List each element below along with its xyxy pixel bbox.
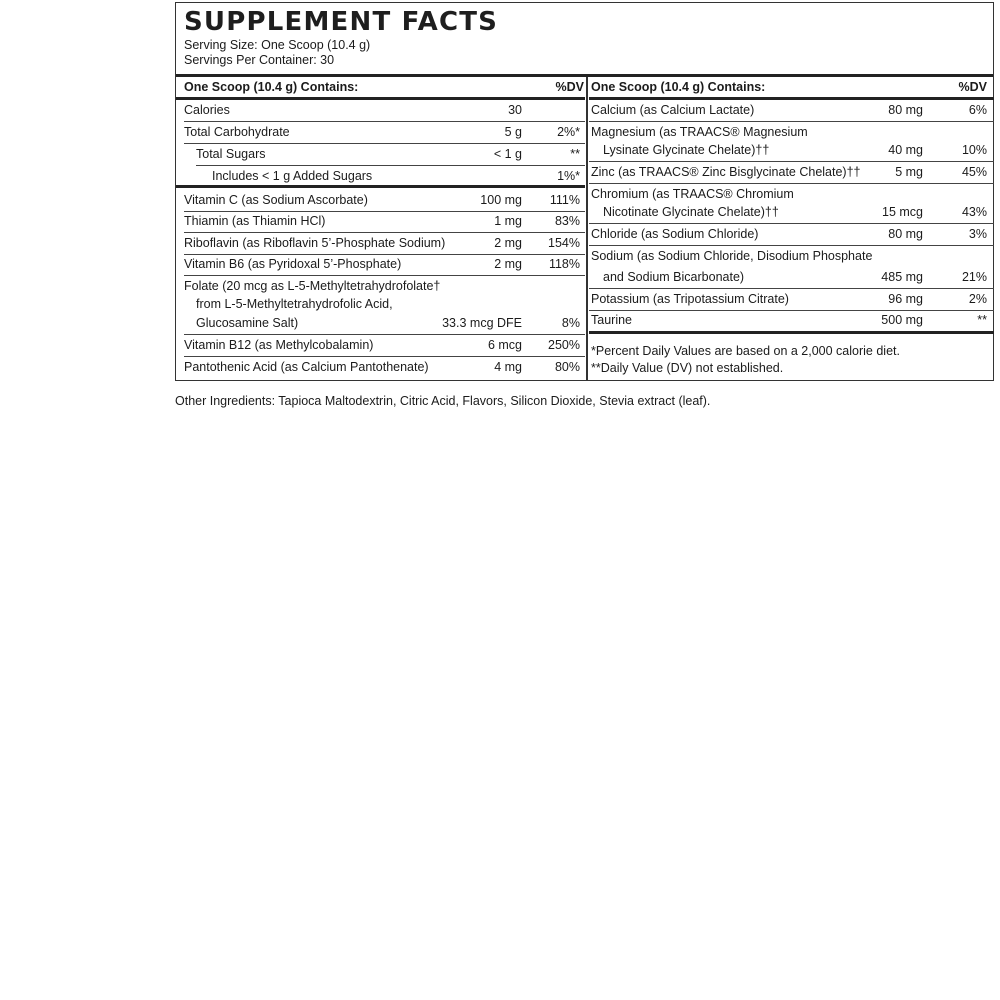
divider bbox=[589, 288, 994, 289]
serving-size: Serving Size: One Scoop (10.4 g) bbox=[184, 38, 371, 52]
divider bbox=[176, 185, 585, 188]
nutrient-amount: 96 mg bbox=[888, 292, 923, 306]
nutrient-name: Thiamin (as Thiamin HCl) bbox=[184, 214, 326, 228]
divider bbox=[589, 97, 994, 100]
nutrient-dv: 10% bbox=[961, 143, 987, 157]
other-ingredients: Other Ingredients: Tapioca Maltodextrin, Citric Acid, Flavors, Silicon Dioxide, Stevia extract (leaf). bbox=[175, 394, 711, 408]
nutrient-name: Magnesium (as TRAACS® Magnesium bbox=[591, 125, 808, 139]
divider bbox=[589, 183, 994, 184]
nutrient-dv: 43% bbox=[961, 205, 987, 219]
nutrient-name-line2: and Sodium Bicarbonate) bbox=[603, 270, 745, 284]
nutrient-amount: 5 mg bbox=[895, 165, 923, 179]
nutrient-dv: ** bbox=[977, 313, 987, 327]
nutrient-name: Total Sugars bbox=[196, 147, 266, 161]
divider bbox=[589, 121, 994, 122]
divider bbox=[589, 161, 994, 162]
footnote-dv-not-established: **Daily Value (DV) not established. bbox=[591, 361, 784, 375]
nutrient-dv: 2%* bbox=[557, 125, 580, 139]
right-dv-header: %DV bbox=[958, 80, 987, 94]
nutrient-dv: 2% bbox=[968, 292, 987, 306]
nutrient-amount: 6 mcg bbox=[487, 338, 522, 352]
nutrient-name: Calcium (as Calcium Lactate) bbox=[591, 103, 755, 117]
nutrient-name: Sodium (as Sodium Chloride, Disodium Phosphate bbox=[591, 249, 873, 263]
nutrient-name: Total Carbohydrate bbox=[184, 125, 290, 139]
nutrient-amount: 500 mg bbox=[881, 313, 923, 327]
divider bbox=[184, 232, 585, 233]
divider bbox=[589, 223, 994, 224]
nutrient-dv: 8% bbox=[561, 316, 580, 330]
nutrient-name: Chloride (as Sodium Chloride) bbox=[591, 227, 759, 241]
nutrient-dv: 118% bbox=[548, 257, 580, 271]
nutrient-amount: 33.3 mcg DFE bbox=[442, 316, 522, 330]
nutrient-name: Vitamin B6 (as Pyridoxal 5’-Phosphate) bbox=[184, 257, 402, 271]
supplement-facts-panel bbox=[175, 2, 994, 381]
divider bbox=[589, 310, 994, 311]
nutrient-dv: 45% bbox=[961, 165, 987, 179]
nutrient-amount: 100 mg bbox=[480, 193, 522, 207]
nutrient-name: Includes < 1 g Added Sugars bbox=[212, 169, 373, 183]
divider bbox=[184, 211, 585, 212]
divider bbox=[184, 356, 585, 357]
nutrient-amount: < 1 g bbox=[493, 147, 522, 161]
nutrient-dv: 111% bbox=[549, 193, 580, 207]
nutrient-dv: 6% bbox=[968, 103, 987, 117]
nutrient-amount: 80 mg bbox=[888, 227, 923, 241]
left-header-label: One Scoop (10.4 g) Contains: bbox=[184, 80, 359, 94]
column-divider bbox=[586, 77, 588, 380]
nutrient-amount: 485 mg bbox=[881, 270, 923, 284]
divider bbox=[176, 97, 585, 100]
nutrient-name: Riboflavin (as Riboflavin 5’-Phosphate Sodium) bbox=[184, 236, 446, 250]
nutrient-dv: 3% bbox=[968, 227, 987, 241]
nutrient-name: Vitamin C (as Sodium Ascorbate) bbox=[184, 193, 368, 207]
right-header-label: One Scoop (10.4 g) Contains: bbox=[591, 80, 766, 94]
divider bbox=[196, 165, 585, 166]
nutrient-name-line2: Lysinate Glycinate Chelate)†† bbox=[603, 143, 770, 157]
nutrient-amount: 30 bbox=[508, 103, 522, 117]
nutrient-name: Chromium (as TRAACS® Chromium bbox=[591, 187, 794, 201]
left-dv-header: %DV bbox=[555, 80, 584, 94]
nutrient-dv: 250% bbox=[548, 338, 580, 352]
nutrient-dv: ** bbox=[570, 147, 580, 161]
divider bbox=[184, 334, 585, 335]
divider bbox=[589, 245, 994, 246]
divider bbox=[184, 254, 585, 255]
servings-per-container: Servings Per Container: 30 bbox=[184, 53, 335, 67]
nutrient-amount: 2 mg bbox=[494, 236, 522, 250]
header-rule bbox=[176, 74, 993, 77]
nutrient-name: Taurine bbox=[591, 313, 632, 327]
nutrient-dv: 80% bbox=[554, 360, 580, 374]
divider bbox=[589, 331, 994, 334]
nutrient-name: Pantothenic Acid (as Calcium Pantothenate) bbox=[184, 360, 429, 374]
nutrient-dv: 83% bbox=[554, 214, 580, 228]
nutrient-name: Vitamin B12 (as Methylcobalamin) bbox=[184, 338, 374, 352]
nutrient-amount: 40 mg bbox=[888, 143, 923, 157]
panel-title: SUPPLEMENT FACTS bbox=[184, 7, 499, 37]
nutrient-name-line2: from L-5-Methyltetrahydrofolic Acid, bbox=[196, 297, 393, 311]
nutrient-amount: 5 g bbox=[504, 125, 522, 139]
nutrient-name: Zinc (as TRAACS® Zinc Bisglycinate Chelate)†† bbox=[591, 165, 861, 179]
divider bbox=[184, 121, 585, 122]
nutrient-name-line2: Nicotinate Glycinate Chelate)†† bbox=[603, 205, 779, 219]
nutrient-name: Calories bbox=[184, 103, 230, 117]
divider bbox=[184, 275, 585, 276]
nutrient-amount: 1 mg bbox=[494, 214, 522, 228]
footnote-percent-dv: *Percent Daily Values are based on a 2,000 calorie diet. bbox=[591, 344, 900, 358]
nutrient-name-line3: Glucosamine Salt) bbox=[196, 316, 299, 330]
nutrient-amount: 4 mg bbox=[494, 360, 522, 374]
nutrient-amount: 2 mg bbox=[494, 257, 522, 271]
nutrient-dv: 154% bbox=[548, 236, 580, 250]
nutrient-amount: 15 mcg bbox=[882, 205, 923, 219]
divider bbox=[184, 143, 585, 144]
nutrient-name: Potassium (as Tripotassium Citrate) bbox=[591, 292, 789, 306]
nutrient-amount: 80 mg bbox=[888, 103, 923, 117]
nutrient-dv: 21% bbox=[961, 270, 987, 284]
nutrient-name: Folate (20 mcg as L-5-Methyltetrahydrofolate† bbox=[184, 279, 441, 293]
nutrient-dv: 1%* bbox=[557, 169, 580, 183]
